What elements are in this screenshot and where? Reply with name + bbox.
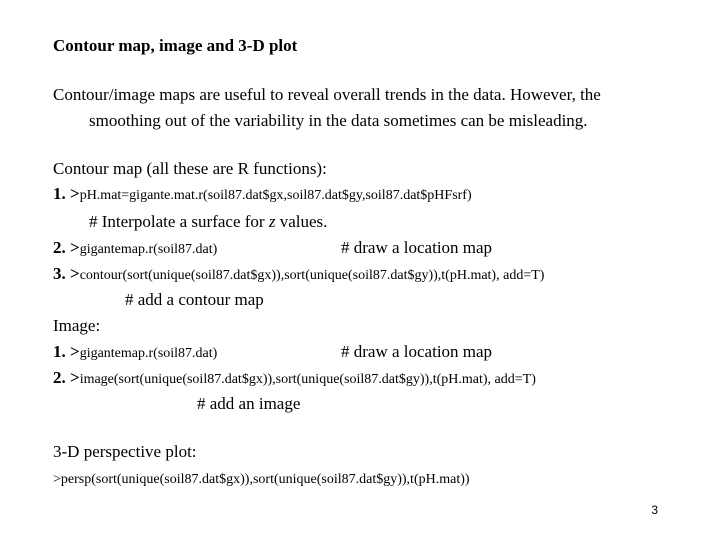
image-step-2-comment: # add an image [197, 394, 301, 413]
comment-text: # Interpolate a surface for [89, 212, 269, 231]
intro-line-1: Contour/image maps are useful to reveal overall trends in the data. However, the [53, 85, 601, 104]
step-number: 1. > [53, 184, 80, 203]
code-text: gigantemap.r(soil87.dat) [79, 346, 218, 361]
contour-step-3 [53, 264, 544, 286]
contour-step-2 [53, 238, 217, 260]
step-number: 2. > [53, 368, 80, 387]
image-step-2 [53, 368, 536, 390]
step-number: 1. > [53, 342, 80, 361]
persp-heading: 3-D perspective plot: [53, 442, 197, 461]
code-text: contour(sort(unique(soil87.dat$gx)),sort(unique(soil87.dat$gy)),t(pH.mat), add=T) [79, 268, 545, 283]
intro-line-2: smoothing out of the variability in the data sometimes can be misleading. [89, 111, 588, 130]
slide-title: Contour map, image and 3-D plot [53, 36, 298, 55]
contour-step-3-comment: # add a contour map [125, 290, 264, 309]
contour-step-1 [53, 184, 472, 206]
step-number: 2. > [53, 238, 80, 257]
code-text: pH.mat=gigante.mat.r(soil87.dat$gx,soil87.dat$gy,soil87.dat$pHFsrf) [79, 188, 472, 203]
contour-step-2-comment: # draw a location map [341, 238, 493, 257]
comment-variable: z [268, 212, 276, 231]
image-heading: Image: [53, 316, 101, 335]
comment-text: values. [275, 212, 328, 231]
image-step-1-comment: # draw a location map [341, 342, 493, 361]
code-text: gigantemap.r(soil87.dat) [79, 242, 218, 257]
persp-code: >persp(sort(unique(soil87.dat$gx)),sort(unique(soil87.dat$gy)),t(pH.mat)) [53, 472, 470, 487]
page-number: 3 [651, 503, 658, 517]
contour-heading: Contour map (all these are R functions): [53, 159, 327, 178]
step-number: 3. > [53, 264, 80, 283]
contour-step-1-comment [89, 212, 327, 232]
code-text: image(sort(unique(soil87.dat$gx)),sort(unique(soil87.dat$gy)),t(pH.mat), add=T) [79, 372, 536, 387]
image-step-1 [53, 342, 217, 364]
